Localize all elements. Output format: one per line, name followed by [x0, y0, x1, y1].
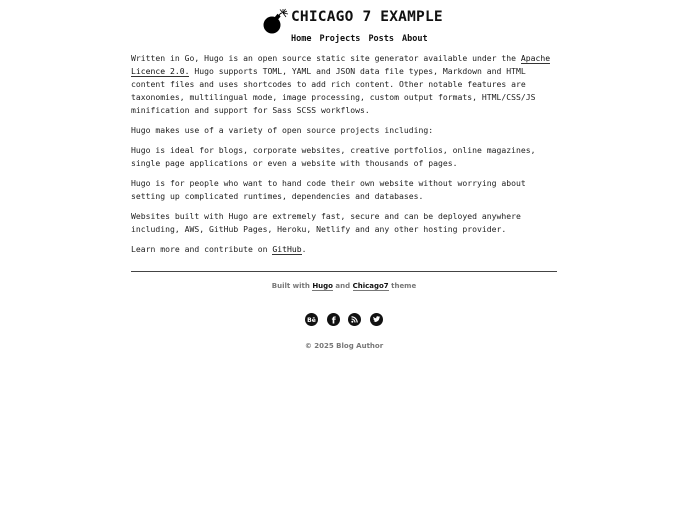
chicago7-link[interactable]: Chicago7 — [352, 282, 389, 290]
site-title[interactable]: CHICAGO 7 EXAMPLE — [291, 9, 443, 25]
main-content — [131, 52, 559, 263]
apache-licence-link[interactable]: Apache Licence 2.0. — [131, 53, 551, 76]
svg-text:f: f — [331, 316, 336, 326]
site-header — [262, 8, 462, 44]
github-link[interactable]: GitHub — [272, 244, 302, 254]
paragraph-websites: Websites built with Hugo are extremely fast, secure and can be deployed anywhere including, AWS, GitHub Pages, Heroku, Netlify and any other hosting provider. — [131, 211, 521, 234]
rss-icon[interactable] — [348, 313, 361, 326]
behance-icon[interactable] — [305, 313, 318, 326]
paragraph-ideal: Hugo is ideal for blogs, corporate websites, creative portfolios, online magazines, single page applications or even a website with thousands of pages. — [131, 145, 536, 168]
social-links — [305, 313, 391, 327]
main-nav — [291, 26, 436, 45]
built-with-text: Built with Hugo and Chicago7 theme — [271, 282, 417, 290]
copyright: © 2025 Blog Author — [304, 342, 384, 350]
bomb-icon[interactable] — [262, 8, 290, 36]
paragraph-projects: Hugo makes use of a variety of open source projects including: — [131, 125, 434, 135]
nav-about[interactable]: About — [402, 34, 428, 44]
footer-divider — [131, 271, 557, 272]
paragraph-learn-more: Learn more and contribute on GitHub. — [131, 244, 307, 254]
paragraph-intro: Written in Go, Hugo is an open source static site generator available under the Apache Licence 2.0. Hugo supports TOML, YAML and JSON data file types, Markdown and HTML content files and uses shortcodes to add rich content. Other notable features are taxonomies, multilingual mode, image processing, custom output formats, HTML/CSS/JS minification and support for Sass SCSS workflows. — [131, 53, 551, 115]
paragraph-people: Hugo is for people who want to hand code their own website without worrying about setting up complicated runtimes, dependencies and databases. — [131, 178, 526, 201]
twitter-icon[interactable] — [370, 313, 383, 326]
svg-text:Bē: Bē — [307, 317, 316, 324]
nav-posts[interactable]: Posts — [368, 34, 395, 44]
nav-projects[interactable]: Projects — [319, 34, 361, 44]
hugo-link[interactable]: Hugo — [312, 282, 333, 290]
facebook-icon[interactable] — [327, 313, 340, 326]
nav-home[interactable]: Home — [291, 34, 312, 44]
